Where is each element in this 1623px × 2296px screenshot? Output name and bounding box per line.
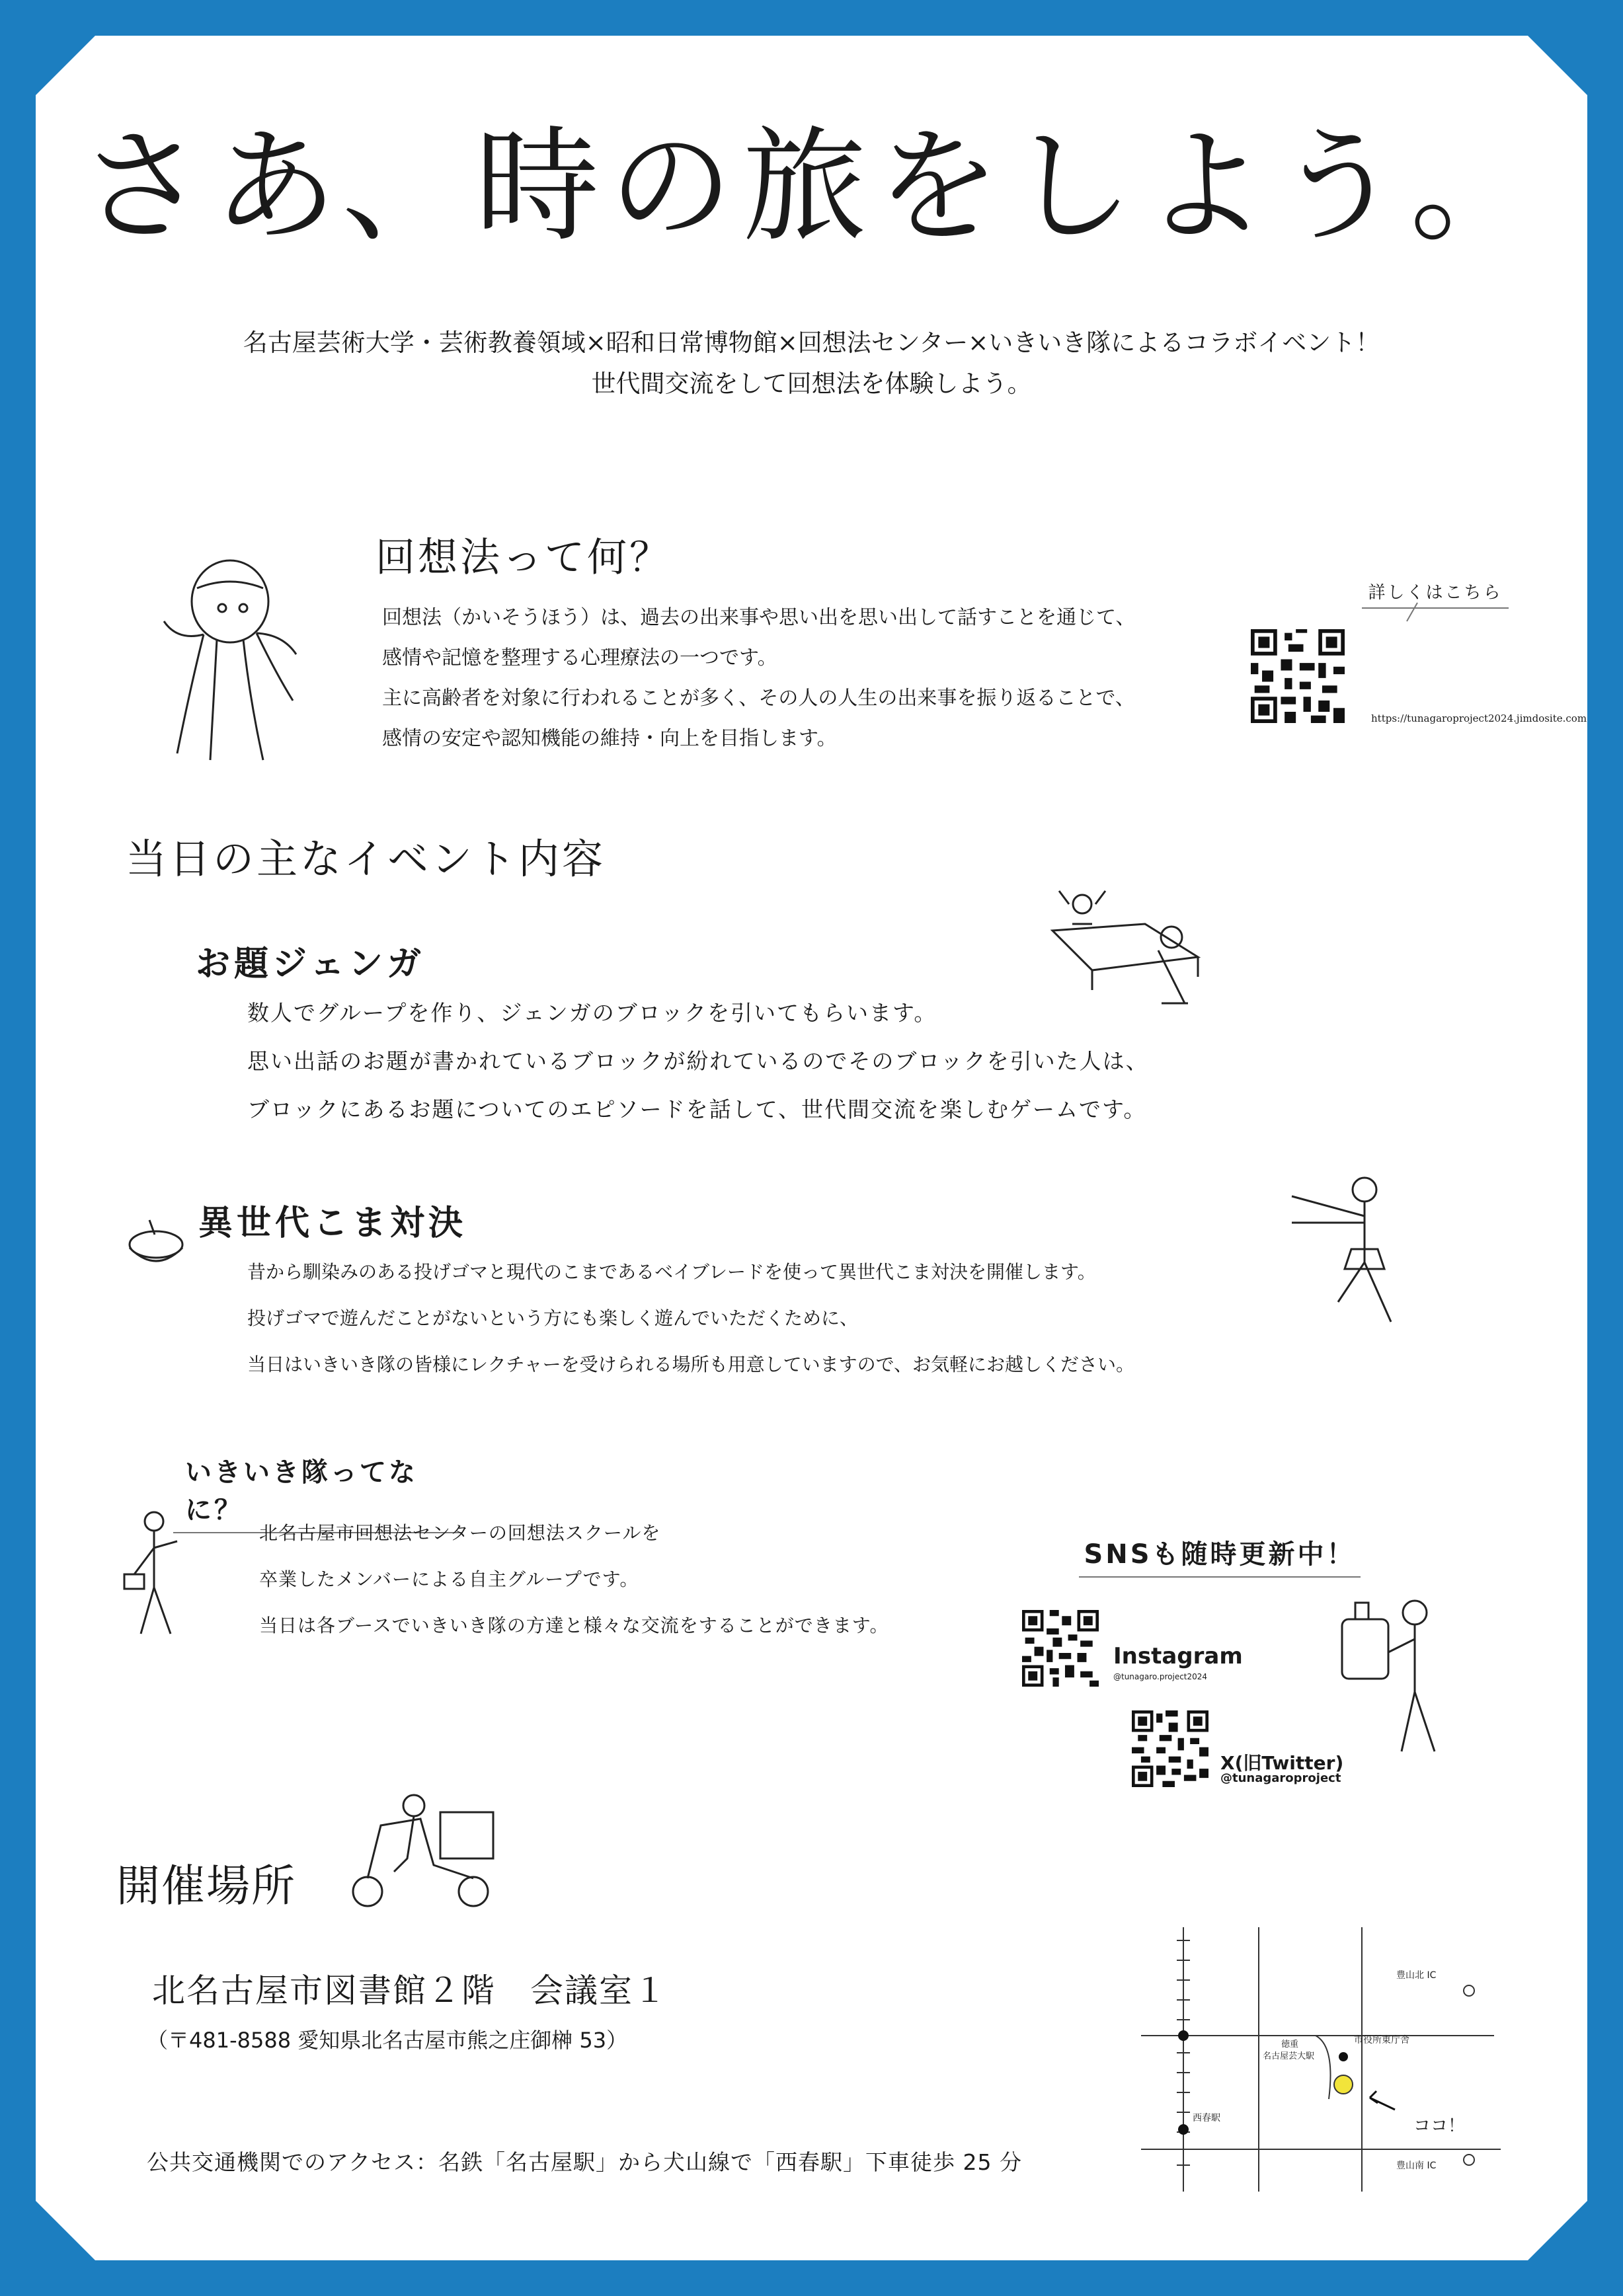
spinning-top-icon <box>123 1215 186 1270</box>
jenga-title: お題ジェンガ <box>196 944 425 984</box>
qr-icon <box>1022 1610 1099 1687</box>
venue-heading: 開催場所 <box>116 1860 296 1911</box>
qr-note: 詳しくはこちら <box>1362 579 1509 609</box>
website-url[interactable]: https://tunagaroproject2024.jimdosite.com <box>1371 712 1587 724</box>
map-univ-line2: 名古屋芸大駅 <box>1263 2051 1315 2061</box>
instagram-label: Instagram <box>1113 1643 1243 1669</box>
qr-icon <box>1251 629 1345 723</box>
events-heading: 当日の主なイベント内容 <box>126 835 606 883</box>
access-map <box>1137 1927 1507 2192</box>
about-heading: 回想法って何？ <box>376 535 672 581</box>
venue-address: （〒481-8588 愛知県北名古屋市熊之庄御榊 53） <box>147 2028 628 2053</box>
map-nishiharu: 西春駅 <box>1193 2113 1220 2124</box>
map-city-hall: 市役所東庁舎 <box>1354 2035 1409 2046</box>
x-label: X(旧Twitter) <box>1220 1752 1344 1774</box>
about-text <box>382 597 1242 759</box>
jenga-line: 数人でグループを作り、ジェンガのブロックを引いてもらいます。 <box>247 1000 937 1026</box>
about-line: 感情の安定や認知機能の維持・向上を目指します。 <box>382 727 837 750</box>
ikiiki-line: 北名古屋市回想法センターの回想法スクールを <box>259 1522 661 1544</box>
koma-text <box>247 1249 1305 1388</box>
sns-title: SNSも随時更新中！ <box>1079 1533 1361 1578</box>
jenga-line: 思い出話のお題が書かれているブロックが紛れているのでそのブロックを引いた人は、 <box>247 1048 1149 1074</box>
ikiiki-text <box>259 1510 1052 1649</box>
subtitle-line-1: 名古屋芸術大学・芸術教養領域×昭和日常博物館×回想法センター×いきいき隊によるコラボイベント！ <box>243 328 1380 357</box>
map-univ-line1: 徳重 <box>1281 2040 1299 2049</box>
ikiiki-title: いきいき隊ってなに？ <box>173 1451 463 1533</box>
venue-access: 公共交通機関でのアクセス：名鉄「名古屋駅」から犬山線で「西春駅」下車徒歩 25 分 <box>147 2149 1022 2175</box>
mobility-scooter-illustration <box>341 1786 500 1911</box>
pointer-tick <box>1405 603 1419 623</box>
qr-icon <box>1132 1710 1208 1787</box>
koma-title: 異世代こま対決 <box>198 1204 467 1243</box>
koma-line: 昔から馴染みのある投げゴマと現代のこまであるベイブレードを使って異世代こま対決を開催します。 <box>247 1261 1096 1283</box>
about-line: 主に高齢者を対象に行われることが多く、その人の人生の出来事を振り返ることで、 <box>382 687 1135 710</box>
about-line: 感情や記憶を整理する心理療法の一つです。 <box>382 646 777 670</box>
instagram-qr-code[interactable] <box>1022 1610 1099 1687</box>
x-qr-code[interactable] <box>1132 1710 1208 1787</box>
x-handle[interactable]: @tunagaroproject <box>1220 1771 1341 1785</box>
map-markers <box>1137 1927 1507 2192</box>
venue-name: 北名古屋市図書館２階 会議室１ <box>152 1971 668 2010</box>
map-north-ic: 豊山北 IC <box>1396 1970 1437 1981</box>
about-line: 回想法（かいそうほう）は、過去の出来事や思い出を思い出して話すことを通じて、 <box>382 606 1136 629</box>
thumbs-up-girl-illustration <box>1335 1599 1468 1758</box>
map-south-ic: 豊山南 IC <box>1396 2161 1437 2171</box>
walking-man-illustration <box>118 1508 190 1640</box>
subtitle-line-2: 世代間交流をして回想法を体験しよう。 <box>591 369 1032 398</box>
octopus-illustration <box>151 555 303 767</box>
koma-line: 投げゴマで遊んだことがないという方にも楽しく遊んでいただくために、 <box>247 1307 859 1329</box>
map-here-label: ココ！ <box>1413 2116 1466 2136</box>
ikiiki-line: 当日は各ブースでいきいき隊の方達と様々な交流をすることができます。 <box>259 1615 889 1636</box>
subtitle <box>0 323 1623 404</box>
jenga-text <box>247 989 1371 1133</box>
website-qr-code[interactable] <box>1251 629 1345 723</box>
ikiiki-line: 卒業したメンバーによる自主グループです。 <box>259 1568 639 1590</box>
koma-line: 当日はいきいき隊の皆様にレクチャーを受けられる場所も用意していますので、お気軽にお越しください。 <box>247 1354 1135 1375</box>
page-title: さあ、時の旅をしよう。 <box>79 114 1544 259</box>
instagram-handle[interactable]: @tunagaro.project2024 <box>1113 1672 1208 1681</box>
jenga-line: ブロックにあるお題についてのエピソードを話して、世代間交流を楽しむゲームです。 <box>247 1096 1147 1122</box>
